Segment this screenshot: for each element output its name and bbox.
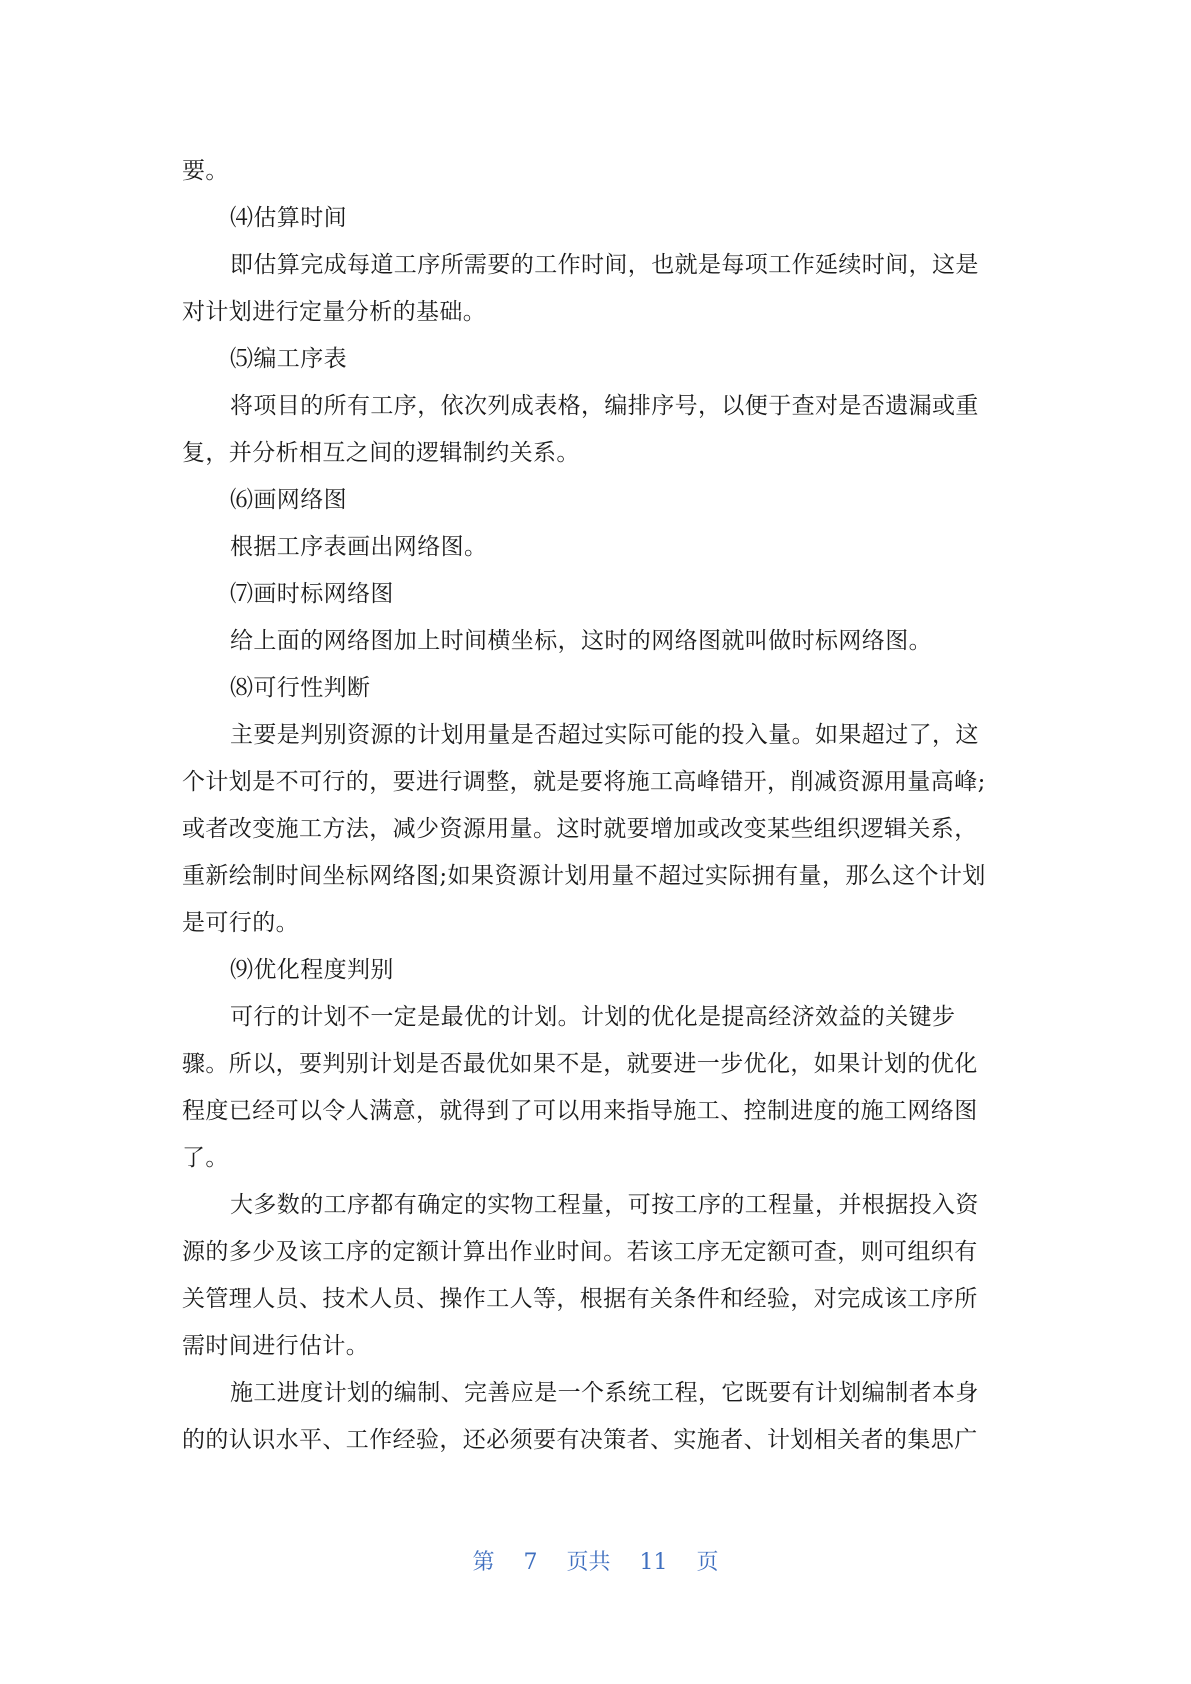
text-line: 需时间进行估计。 xyxy=(182,1333,370,1359)
text-line: 对计划进行定量分析的基础。 xyxy=(182,299,487,325)
text-line: 复，并分析相互之间的逻辑制约关系。 xyxy=(182,440,580,466)
text-line: 要。 xyxy=(182,158,229,184)
text-line: 重新绘制时间坐标网络图;如果资源计划用量不超过实际拥有量，那么这个计划 xyxy=(182,863,986,889)
text-line: 的的认识水平、工作经验，还必须要有决策者、实施者、计划相关者的集思广 xyxy=(182,1427,978,1453)
text-line: 源的多少及该工序的定额计算出作业时间。若该工序无定额可查，则可组织有 xyxy=(182,1239,978,1265)
text-line: 根据工序表画出网络图。 xyxy=(230,534,488,560)
text-line: 大多数的工序都有确定的实物工程量，可按工序的工程量，并根据投入资 xyxy=(230,1192,979,1218)
text-line: 或者改变施工方法，减少资源用量。这时就要增加或改变某些组织逻辑关系， xyxy=(182,816,978,842)
page-footer xyxy=(0,1545,1191,1576)
text-line: 给上面的网络图加上时间横坐标，这时的网络图就叫做时标网络图。 xyxy=(230,628,932,654)
text-line: ⑻可行性判断 xyxy=(230,675,371,701)
footer-prefix: 第 xyxy=(472,1550,495,1575)
text-line: 程度已经可以令人满意，就得到了可以用来指导施工、控制进度的施工网络图 xyxy=(182,1098,978,1124)
text-line: ⑼优化程度判别 xyxy=(230,957,394,983)
text-line: 主要是判别资源的计划用量是否超过实际可能的投入量。如果超过了，这 xyxy=(230,722,979,748)
footer-suffix: 页 xyxy=(696,1550,719,1575)
text-line: 将项目的所有工序，依次列成表格，编排序号，以便于查对是否遗漏或重 xyxy=(230,393,979,419)
text-line: 关管理人员、技术人员、操作工人等，根据有关条件和经验，对完成该工序所 xyxy=(182,1286,978,1312)
text-line: 个计划是不可行的，要进行调整，就是要将施工高峰错开，削减资源用量高峰; xyxy=(182,769,986,795)
text-line: 是可行的。 xyxy=(182,910,299,936)
text-line: ⑸编工序表 xyxy=(230,346,347,372)
document-body xyxy=(182,148,1012,1464)
footer-middle: 页共 xyxy=(566,1550,611,1575)
text-line: ⑺画时标网络图 xyxy=(230,581,394,607)
footer-total-pages: 11 xyxy=(639,1550,668,1575)
text-line: ⑹画网络图 xyxy=(230,487,347,513)
text-line: 了。 xyxy=(182,1145,229,1171)
footer-current-page: 7 xyxy=(523,1550,538,1575)
text-line: 骤。所以，要判别计划是否最优如果不是，就要进一步优化，如果计划的优化 xyxy=(182,1051,978,1077)
text-line: ⑷估算时间 xyxy=(230,205,347,231)
text-line: 施工进度计划的编制、完善应是一个系统工程，它既要有计划编制者本身 xyxy=(230,1380,979,1406)
text-line: 可行的计划不一定是最优的计划。计划的优化是提高经济效益的关键步 xyxy=(230,1004,956,1030)
text-line: 即估算完成每道工序所需要的工作时间，也就是每项工作延续时间，这是 xyxy=(230,252,979,278)
